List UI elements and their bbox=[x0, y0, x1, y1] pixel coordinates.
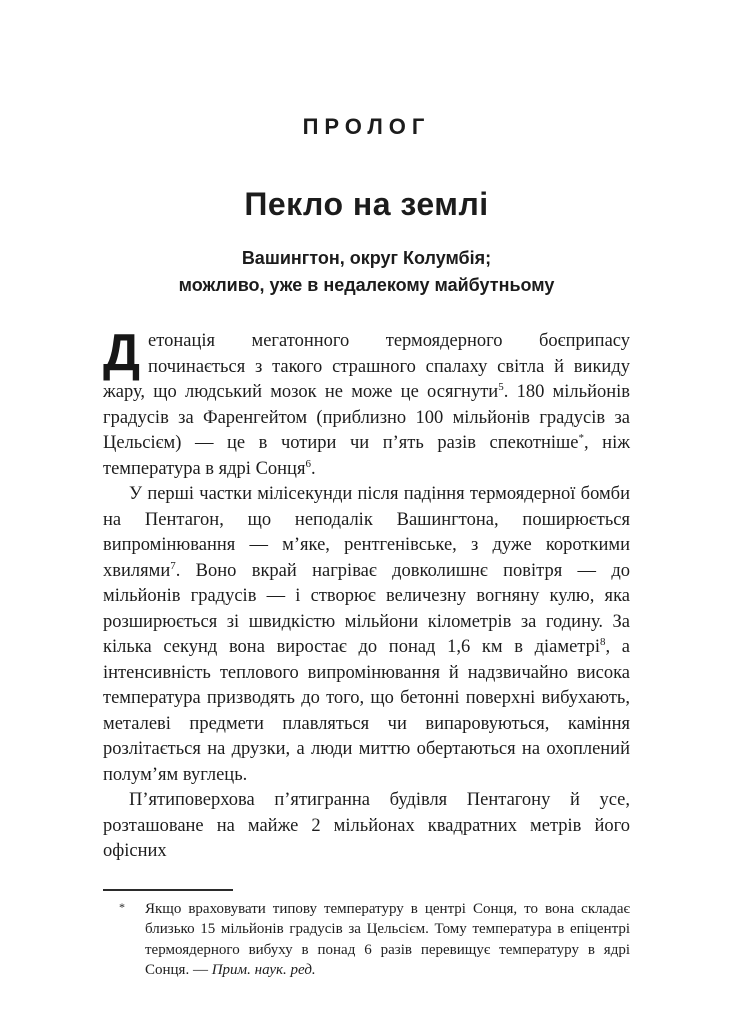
footnote-attribution: Прим. наук. ред. bbox=[211, 962, 316, 978]
paragraph-1-text: , ніж температура в ядрі Сонця bbox=[103, 433, 630, 479]
footnote-ref-7: 7 bbox=[170, 559, 176, 572]
footnote-ref-6: 6 bbox=[305, 457, 311, 470]
chapter-label: ПРОЛОГ bbox=[302, 114, 431, 139]
footnote-ref-asterisk: * bbox=[578, 431, 584, 444]
dropcap: Д bbox=[103, 324, 141, 382]
paragraph-2-text: , а інтенсивність теплового випромінювання й надзвичайно висока температура призводять до того, що бетонні поверхні вибухають, металеві предмети плавляться чи випаровуються, каміння розлітається на друзки, а люди миттю обертаються на охоплений полум’ям вуглець. bbox=[103, 637, 631, 785]
paragraph-2-text: . Воно вкрай нагріває довколишнє повітря — до мільйонів градусів — і створює величезну вогняну кулю, яка розширюється зі швидкістю мільйони кілометрів за годину. За кілька секунд вона виростає до понад 1,6 км в діаметрі bbox=[103, 560, 630, 657]
footnote-ref-8: 8 bbox=[600, 635, 606, 648]
paragraph-3 bbox=[103, 788, 630, 865]
paragraph-1-text: . 180 мільйонів градусів за Фаренгейтом (приблизно 100 мільйонів градусів за Цельсієм) — це в чотири чи п’ять разів спекотніше bbox=[103, 382, 631, 453]
paragraph-2-text: У перші частки мілісекунди після падіння термоядерної бомби на Пентагон, що неподалік Вашингтона, поширюється випромінювання — м’яке, рентгенівське, з дуже короткими хвилями bbox=[103, 484, 630, 581]
footnote-marker: * bbox=[119, 899, 125, 914]
footnote-text: Якщо враховувати типову температуру в центрі Сонця, то вона складає близько 15 мільйонів градусів за Цельсієм. Тому температура в епіцентрі термоядерного вибуху в понад 6 разів перевищує температуру в ядрі Сонця. — bbox=[145, 900, 630, 978]
footnote-block bbox=[103, 889, 630, 981]
subtitle-line-1: Вашингтон, округ Колумбія; bbox=[241, 248, 492, 268]
chapter-title: Пекло на землі bbox=[244, 186, 489, 222]
paragraph-1 bbox=[103, 324, 631, 482]
subtitle-line-2: можливо, уже в недалекому майбутньому bbox=[178, 275, 555, 295]
paragraph-1-text: . bbox=[310, 458, 316, 479]
paragraph-1-text: етонація мегатонного термоядерного боєприпасу починається з такого страшного спалаху світла й викиду жару, що людський мозок не може це осягнути bbox=[103, 331, 630, 402]
footnote-ref-5: 5 bbox=[498, 380, 504, 393]
body-text bbox=[103, 324, 631, 865]
footnote-separator bbox=[103, 889, 233, 891]
paragraph-3-text: П’ятиповерхова п’ятигранна будівля Пентагону й усе, розташоване на майже 2 мільйонах квадратних метрів його офісних bbox=[103, 790, 630, 861]
chapter-subtitle bbox=[103, 245, 630, 299]
paragraph-2 bbox=[103, 482, 630, 788]
footnote bbox=[103, 899, 630, 981]
